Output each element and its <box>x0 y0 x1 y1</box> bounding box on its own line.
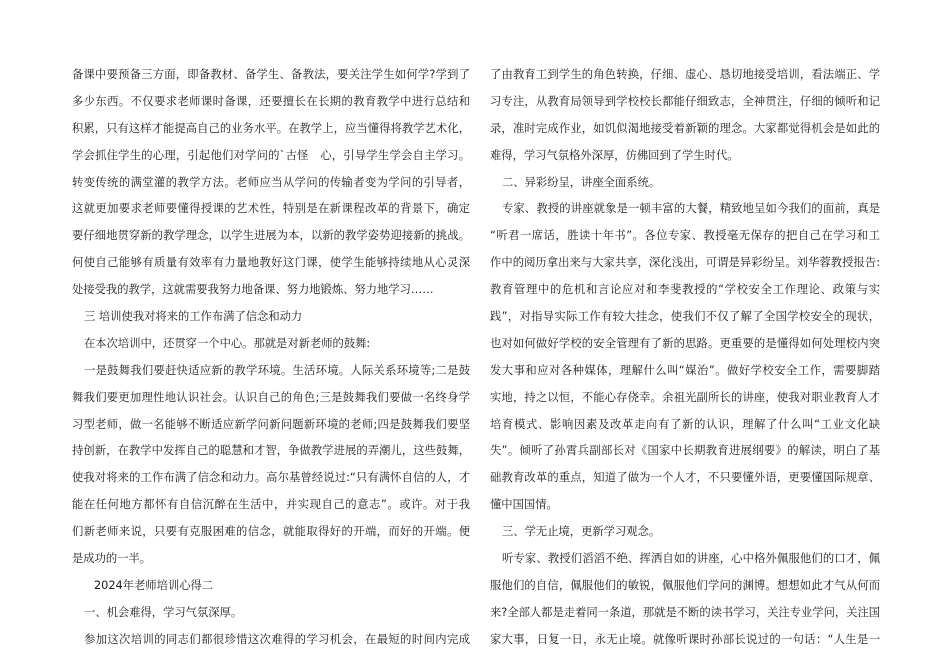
text-line: 难得，学习气氛格外深厚，仿佛回到了学生时代。 <box>490 148 739 162</box>
text-line: 参加这次培训的同志们都很珍惜这次难得的学习机会，在最短的时间内完成 <box>84 632 470 646</box>
text-line: 习专注，从教育局领导到学校校长都能仔细致志，全神贯注，仔细的倾听和记 <box>490 94 880 108</box>
text-line: 要仔细地贯穿新的教学理念，以学生进展为本，以新的教学姿势迎接新的挑战。 <box>72 229 470 243</box>
text-line: 备课中要预备三方面，即备教材、备学生、备教法，要关注学生如何学?学到了 <box>72 68 470 81</box>
text-line: “听君一席话，胜读十年书”。各位专家、教授毫无保存的把自己在学习和工 <box>490 229 880 243</box>
text-line: 来?全部人都是走着同一条道，那就是不断的读书学习，关注专业学问，关注国 <box>490 605 880 619</box>
text-line: 能在任何地方都怀有自信沉醉在生活中，并实现自己的意志”。或许。对于我 <box>72 498 470 512</box>
text-line: 持创新，在教学中发挥自己的聪慧和才智，争做教学进展的弄潮儿，这些鼓舞， <box>72 444 470 458</box>
text-line: 失”。倾听了孙霄兵副部长对《国家中长期教育进展纲要》的解读，明白了基 <box>490 444 880 458</box>
text-line: 处接受我的教学，这就需要我努力地备课、努力地锻炼、努力地学习…… <box>72 283 434 297</box>
text-line: 在本次培训中，还贯穿一个中心。那就是对新老师的鼓舞: <box>84 336 371 350</box>
text-line: 多少东西。不仅要求老师课时备课，还要擅长在长期的教育教学中进行总结和 <box>72 94 470 108</box>
text-line: 教育管理中的危机和言论应对和李斐教授的“学校安全工作理论、政策与实 <box>490 283 880 297</box>
text-line: 听专家、教授们滔滔不绝、挥洒自如的讲座，心中格外佩服他们的口才，佩 <box>502 552 880 566</box>
text-line: 作中的阅历拿出来与大家共享，深化浅出，可谓是异彩纷呈。刘华蓉教授报告: <box>490 256 880 270</box>
text-line: 一是鼓舞我们要赶快适应新的教学环境。生活环境。人际关系环境等;二是鼓 <box>84 363 470 377</box>
text-line: 积累，只有这样才能提高自己的业务水平。在教学上，应当懂得将教学艺术化， <box>72 121 470 135</box>
text-line: 懂中国国情。 <box>490 498 558 512</box>
text-line: 这就更加要求老师要懂得授课的艺术性，特别是在新课程改革的背景下，确定 <box>72 202 470 216</box>
text-line: 三 培训使我对将来的工作布满了信念和动力 <box>84 310 303 324</box>
text-line: 2024年老师培训心得二 <box>94 578 214 592</box>
text-line: 们新老师来说，只要有克服困难的信念，就能取得好的开端，而好的开端。便 <box>72 525 470 539</box>
text-line: 是成功的一半。 <box>72 552 152 566</box>
text-line: 础教育改革的重点，知道了做为一个人才，不只要懂外语，更要懂国际规章、 <box>490 471 880 485</box>
text-line: 也对如何做好学校的安全管理有了新的思路。更重要的是懂得如何处理校内突 <box>490 336 880 350</box>
text-line: 了由教育工到学生的角色转换，仔细、虚心、恳切地接受培训，看法端正、学 <box>490 68 880 81</box>
left-text-column <box>72 62 470 654</box>
text-line: 三、学无止境，更新学习观念。 <box>502 525 661 539</box>
text-line: 发大事和应对各种媒体，理解什么叫“媒治”。做好学校安全工作，需要脚踏 <box>490 363 880 377</box>
text-line: 培育模式、影响因素及改革走向有了新的认识，理解了什么叫“工业文化缺 <box>490 417 880 431</box>
right-text-column <box>490 62 880 654</box>
text-line: 何使自己能够有质量有效率有力量地教好这门课，使学生能够持续地从心灵深 <box>72 256 470 270</box>
text-line: 舞我们要更加理性地认识社会。认识自己的角色;三是鼓舞我们要做一名终身学 <box>72 390 470 404</box>
text-line: 践”，对指导实际工作有较大挂念，使我们不仅了解了全国学校安全的现状， <box>490 310 880 324</box>
text-line: 转变传统的满堂灌的教学方法。老师应当从学问的传输者变为学问的引导者， <box>72 175 470 189</box>
text-line: 录，准时完成作业，如饥似渴地接受着新颖的理念。大家都觉得机会是如此的 <box>490 121 880 135</box>
text-line: 家大事，日复一日，永无止境。就像听课时孙部长说过的一句话：“人生是一 <box>490 632 880 646</box>
text-line: 使我对将来的工作布满了信念和动力。高尔基曾经说过:“只有满怀自信的人，才 <box>72 471 470 485</box>
text-line: 服他们的自信，佩服他们的敏锐，佩服他们学问的渊博。想想如此才气从何而 <box>490 578 880 592</box>
text-line: 习型老师，做一名能够不断适应新学问新问题新环境的老师;四是鼓舞我们要坚 <box>72 417 470 431</box>
text-line: 一、机会难得，学习气氛深厚。 <box>84 605 243 619</box>
text-line: 二、异彩纷呈，讲座全面系统。 <box>502 175 661 189</box>
text-line: 学会抓住学生的心理，引起他们对学问的`古怪 心，引导学生学会自主学习。 <box>72 148 470 162</box>
text-line: 实地，持之以恒，不能心存侥幸。余祖光副所长的讲座，使我对职业教育人才 <box>490 390 880 404</box>
text-line: 专家、教授的讲座就象是一顿丰富的大餐，精致地呈如今我们的面前，真是 <box>502 202 880 216</box>
